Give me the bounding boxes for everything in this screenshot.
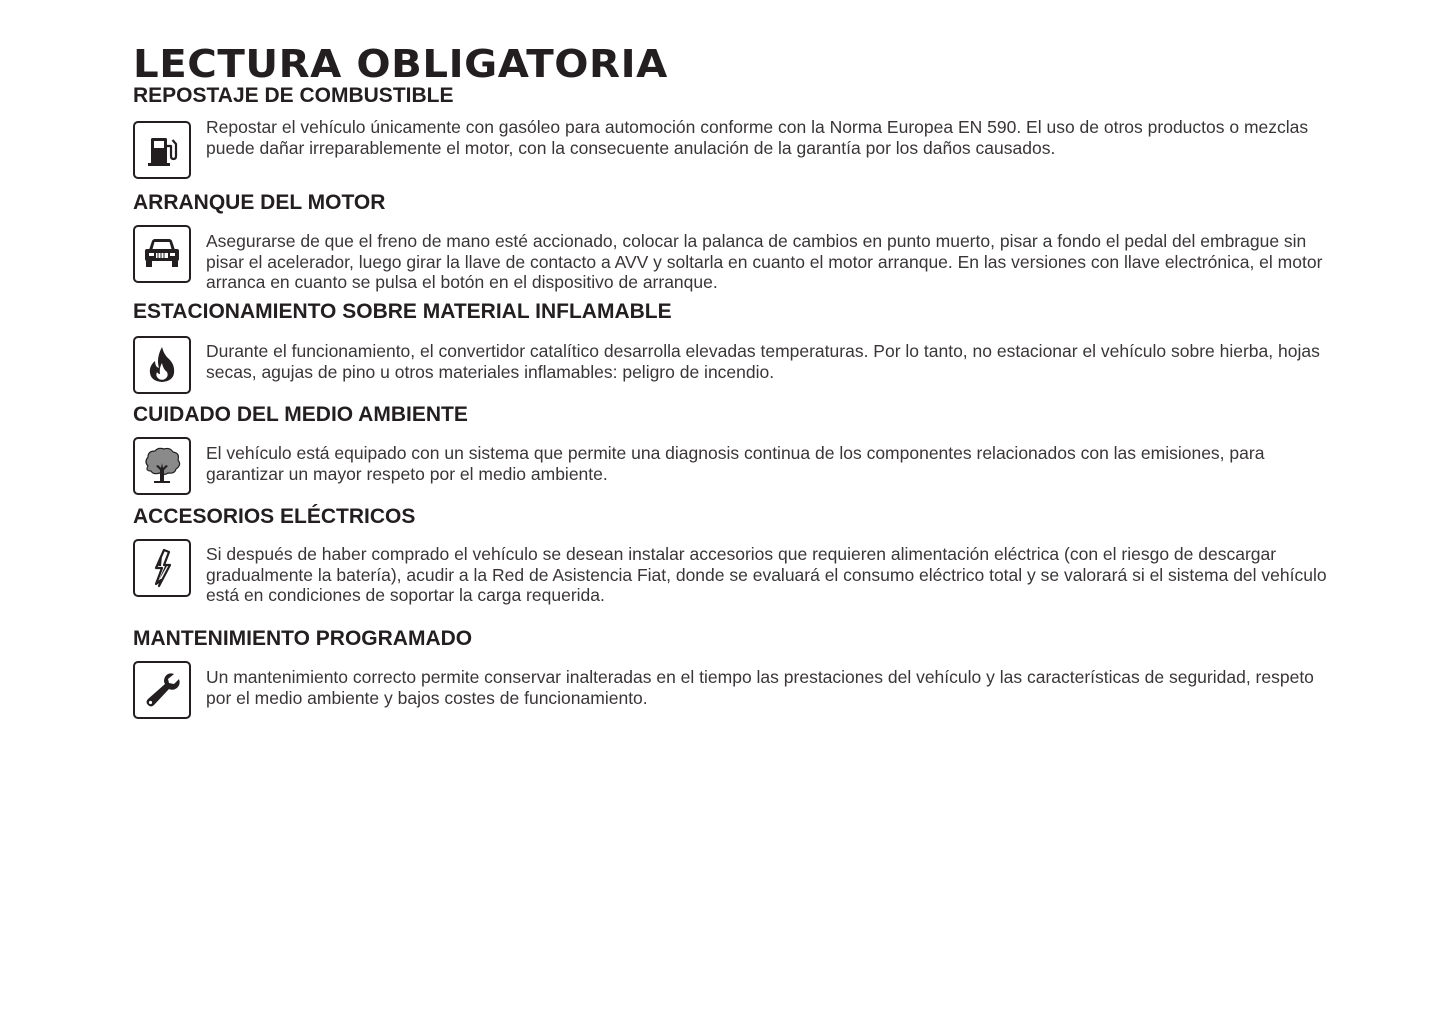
flame-icon [133, 336, 191, 394]
section-heading: CUIDADO DEL MEDIO AMBIENTE [133, 403, 468, 426]
fuel-pump-icon [133, 121, 191, 179]
section-text: Durante el funcionamiento, el convertidor catalítico desarrolla elevadas temperaturas. Por lo tanto, no estacionar el vehículo sobre hierba, hojas secas, agujas de pino u otros materiales inflamables: peligro de incendio. [206, 341, 1320, 382]
section-text: Asegurarse de que el freno de mano esté accionado, colocar la palanca de cambios en punto muerto, pisar a fondo el pedal del embrague sin pisar el acelerador, luego girar la llave de contacto a AVV y soltarla en cuanto el motor arranque. En las versiones con llave electrónica, el motor arranca en cuanto se pulsa el botón en el dispositivo de arranque. [206, 231, 1323, 292]
tree-icon [133, 437, 191, 495]
section-heading: REPOSTAJE DE COMBUSTIBLE [133, 84, 454, 107]
section-text: Si después de haber comprado el vehículo se desean instalar accesorios que requieren alimentación eléctrica (con el riesgo de descargar gradualmente la batería), acudir a la Red de Asistencia Fiat, donde se evaluará el consumo eléctrico total y se valorará si el sistema del vehículo está en condiciones de soportar la carga requerida. [206, 544, 1327, 605]
section-heading: MANTENIMIENTO PROGRAMADO [133, 627, 473, 650]
page-title: LECTURA OBLIGATORIA [133, 42, 668, 86]
section-heading: ACCESORIOS ELÉCTRICOS [133, 505, 416, 528]
section-text: El vehículo está equipado con un sistema que permite una diagnosis continua de los componentes relacionados con las emisiones, para garantizar un mayor respeto por el medio ambiente. [206, 443, 1265, 484]
section-text: Repostar el vehículo únicamente con gasóleo para automoción conforme con la Norma Europea EN 590. El uso de otros productos o mezclas puede dañar irreparablemente el motor, con la consecuente anulación de la garantía por los daños causados. [206, 117, 1309, 158]
car-icon [133, 225, 191, 283]
section-heading: ARRANQUE DEL MOTOR [133, 191, 386, 214]
wrench-icon [133, 661, 191, 719]
lightning-bolt-icon [133, 539, 191, 597]
section-heading: ESTACIONAMIENTO SOBRE MATERIAL INFLAMABLE [133, 300, 672, 323]
section-text: Un mantenimiento correcto permite conservar inalteradas en el tiempo las prestaciones del vehículo y las características de seguridad, respeto por el medio ambiente y bajos costes de funcionamiento. [206, 667, 1314, 708]
